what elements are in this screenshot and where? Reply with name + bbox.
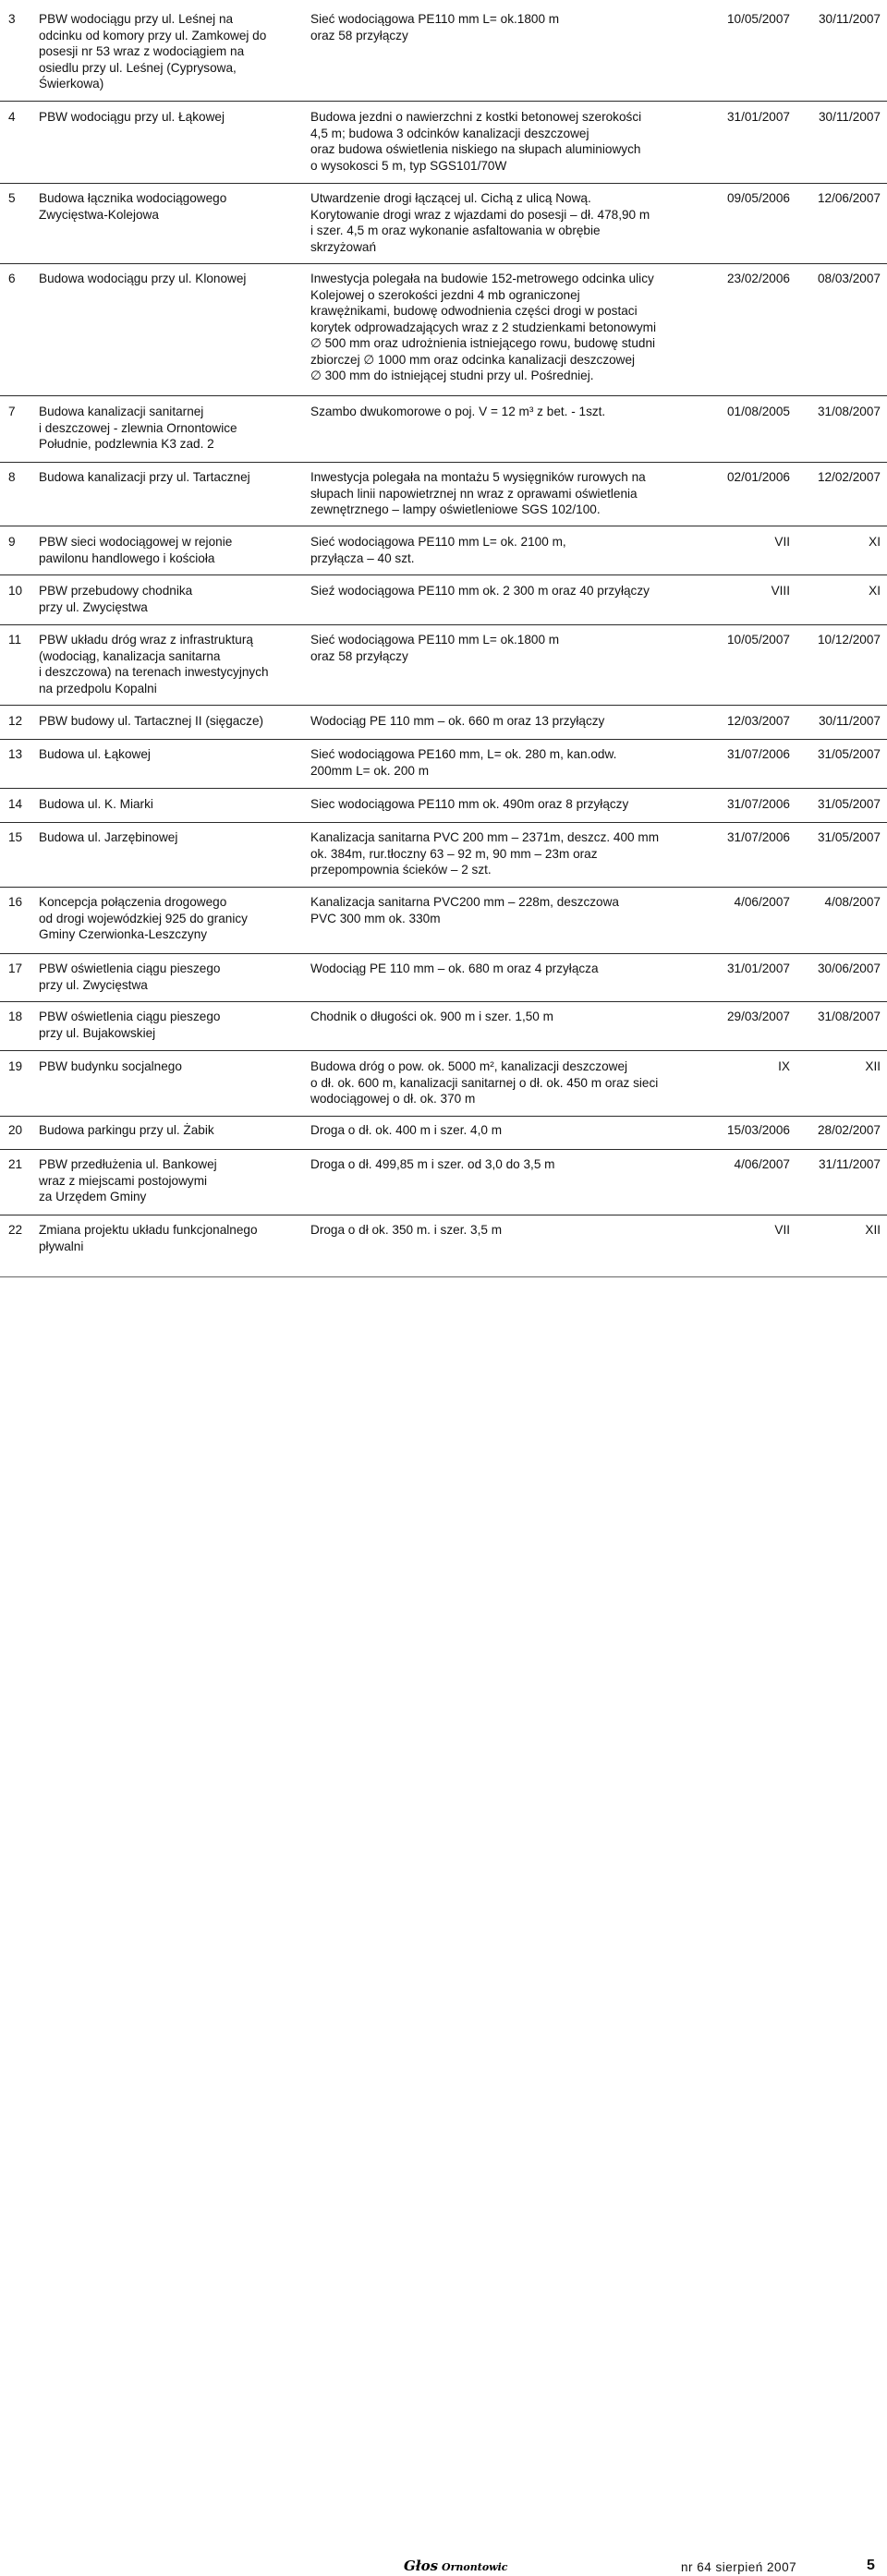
task-name — [39, 404, 298, 453]
task-name — [39, 11, 298, 92]
row-divider — [0, 183, 887, 184]
task-name — [39, 894, 298, 943]
row-number: 5 — [8, 191, 16, 205]
text-line: od drogi wojewódzkiej 925 do granicy — [39, 911, 248, 925]
text-line: Korytowanie drogi wraz z wjazdami do posesji – dł. 478,90 m — [310, 207, 650, 222]
row-divider — [0, 624, 887, 625]
text-line: odcinku od komory przy ul. Zamkowej do — [39, 28, 267, 42]
text-line: PBW oświetlenia ciągu pieszego — [39, 961, 221, 975]
text-line: oraz budowa oświetlenia niskiego na słupach aluminiowych — [310, 142, 641, 156]
text-line: o wysokosci 5 m, typ SGS101/70W — [310, 158, 507, 173]
row-number: 6 — [8, 272, 16, 285]
start-date: 23/02/2006 — [726, 272, 790, 285]
row-number: 3 — [8, 12, 16, 26]
task-description — [310, 1058, 703, 1107]
text-line: przyłącza – 40 szt. — [310, 550, 415, 565]
text-line: zewnętrznego – lampy oświetleniowe SGS 102/100. — [310, 502, 601, 516]
text-line: przy ul. Zwycięstwa — [39, 977, 148, 992]
row-divider — [0, 1149, 887, 1150]
row-number: 14 — [8, 797, 23, 811]
text-line: Droga o dł. ok. 400 m i szer. 4,0 m — [310, 1123, 503, 1137]
row-divider — [0, 705, 887, 706]
text-line: słupach linii napowietrznej nn wraz z oprawami oświetlenia — [310, 486, 638, 501]
text-line: Gminy Czerwionka-Leszczyny — [39, 927, 208, 941]
text-line: 200mm L= ok. 200 m — [310, 763, 430, 778]
text-line: PBW sieci wodociągowej w rejonie — [39, 535, 233, 549]
row-divider — [0, 462, 887, 463]
task-name — [39, 109, 298, 126]
text-line: Siec wodociągowa PE110 mm ok. 490m oraz 8 przyłączy — [310, 797, 629, 811]
text-line: krawężnikami, budowę odwodnienia części drogi w postaci — [310, 304, 638, 318]
end-date: 12/02/2007 — [817, 470, 881, 484]
end-date: 12/06/2007 — [817, 191, 881, 205]
text-line: PBW układu dróg wraz z infrastrukturą — [39, 633, 253, 647]
text-line: Droga o dł. 499,85 m i szer. od 3,0 do 3,5 m — [310, 1157, 555, 1171]
text-line: 4,5 m; budowa 3 odcinków kanalizacji deszczowej — [310, 126, 589, 140]
text-line: Budowa łącznika wodociągowego — [39, 191, 227, 205]
text-line: Budowa jezdni o nawierzchni z kostki betonowej szerokości — [310, 110, 642, 124]
text-line: Inwestycja polegała na montażu 5 wysięgników rurowych na — [310, 470, 646, 484]
task-name — [39, 534, 298, 566]
text-line: Szambo dwukomorowe o poj. V = 12 m³ z bet. - 1szt. — [310, 405, 606, 418]
text-line: Kolejowej o szerokości jezdni 4 mb ograniczonej — [310, 287, 580, 302]
text-line: zbiorczej ∅ 1000 mm oraz odcinka kanalizacji deszczowej — [310, 352, 636, 367]
text-line: ∅ 500 mm oraz udrożnienia istniejącego rowu, budowę studni — [310, 336, 656, 350]
task-description — [310, 829, 703, 878]
row-divider — [0, 1001, 887, 1002]
text-line: PBW wodociągu przy ul. Leśnej na — [39, 12, 234, 26]
end-date: 30/11/2007 — [818, 12, 881, 26]
text-line: Droga o dł ok. 350 m. i szer. 3,5 m — [310, 1223, 503, 1237]
task-description — [310, 271, 703, 384]
row-divider — [0, 953, 887, 954]
task-description — [310, 1122, 703, 1139]
task-description — [310, 1009, 703, 1025]
row-number: 22 — [8, 1223, 23, 1237]
row-number: 18 — [8, 1010, 23, 1023]
start-date: 10/05/2007 — [726, 12, 790, 26]
task-description — [310, 1222, 703, 1239]
task-name — [39, 583, 298, 615]
row-divider — [0, 574, 887, 575]
row-number: 13 — [8, 747, 23, 761]
text-line: oraz 58 przyłączy — [310, 28, 408, 42]
text-line: posesji nr 53 wraz z wodociągiem na — [39, 44, 245, 58]
row-number: 8 — [8, 470, 16, 484]
text-line: osiedlu przy ul. Leśnej (Cyprysowa, — [39, 60, 237, 75]
text-line: Budowa dróg o pow. ok. 5000 m², kanalizacji deszczowej — [310, 1059, 628, 1073]
row-divider — [0, 1116, 887, 1117]
end-date: 30/11/2007 — [818, 714, 881, 728]
row-number: 17 — [8, 961, 23, 975]
logo-sub-text: Ornontowic — [442, 2561, 508, 2573]
end-date: 31/08/2007 — [817, 405, 881, 418]
text-line: i deszczowa) na terenach inwestycyjnych — [39, 665, 269, 679]
start-date: 15/03/2006 — [726, 1123, 790, 1137]
task-description — [310, 632, 703, 664]
text-line: przy ul. Zwycięstwa — [39, 599, 148, 614]
text-line: na przedpolu Kopalni — [39, 681, 157, 695]
text-line: Wodociąg PE 110 mm – ok. 680 m oraz 4 przyłącza — [310, 961, 599, 975]
text-line: Sieź wodociągowa PE110 mm ok. 2 300 m oraz 40 przyłączy — [310, 584, 650, 598]
text-line: Koncepcja połączenia drogowego — [39, 895, 227, 909]
end-date: 31/05/2007 — [817, 747, 881, 761]
row-divider — [0, 739, 887, 740]
row-number: 20 — [8, 1123, 23, 1137]
task-description — [310, 961, 703, 977]
row-number: 7 — [8, 405, 16, 418]
task-name — [39, 271, 298, 287]
text-line: wodociągowej o dł. ok. 370 m — [310, 1092, 476, 1106]
text-line: Budowa ul. Łąkowej — [39, 747, 151, 761]
text-line: skrzyżowań — [310, 239, 377, 254]
text-line: Świerkowa) — [39, 77, 104, 91]
row-number: 10 — [8, 584, 23, 598]
end-date: 10/12/2007 — [817, 633, 881, 647]
task-name — [39, 1122, 298, 1139]
task-name — [39, 469, 298, 486]
task-name — [39, 961, 298, 993]
text-line: i szer. 4,5 m oraz wykonanie asfaltowania w obrębie — [310, 224, 601, 237]
text-line: PVC 300 mm ok. 330m — [310, 911, 441, 925]
logo-main-text: Głos — [404, 2558, 439, 2574]
text-line: Południe, podzlewnia K3 zad. 2 — [39, 437, 214, 451]
end-date: 31/11/2007 — [818, 1157, 881, 1171]
start-date: IX — [778, 1059, 790, 1073]
text-line: Budowa wodociągu przy ul. Klonowej — [39, 272, 247, 285]
task-description — [310, 746, 703, 779]
row-number: 21 — [8, 1157, 23, 1171]
row-number: 15 — [8, 830, 23, 844]
end-date: XII — [865, 1059, 881, 1073]
row-divider — [0, 263, 887, 264]
text-line: Zmiana projektu układu funkcjonalnego — [39, 1223, 258, 1237]
row-number: 4 — [8, 110, 16, 124]
text-line: Wodociąg PE 110 mm – ok. 660 m oraz 13 przyłączy — [310, 714, 605, 728]
text-line: Budowa kanalizacji przy ul. Tartacznej — [39, 470, 250, 484]
text-line: Zwycięstwa-Kolejowa — [39, 207, 159, 222]
start-date: 31/01/2007 — [726, 110, 790, 124]
start-date: 01/08/2005 — [726, 405, 790, 418]
end-date: XI — [869, 584, 881, 598]
text-line: ∅ 300 mm do istniejącej studni przy ul. Pośredniej. — [310, 369, 594, 382]
end-date: 31/05/2007 — [817, 830, 881, 844]
text-line: Utwardzenie drogi łączącej ul. Cichą z ulicą Nową. — [310, 191, 591, 205]
text-line: Chodnik o długości ok. 900 m i szer. 1,50 m — [310, 1010, 553, 1023]
task-description — [310, 404, 703, 420]
start-date: VII — [774, 1223, 790, 1237]
text-line: PBW oświetlenia ciągu pieszego — [39, 1010, 221, 1023]
start-date: 31/07/2006 — [726, 747, 790, 761]
row-number: 16 — [8, 895, 23, 909]
text-line: pływalni — [39, 1239, 84, 1253]
start-date: 29/03/2007 — [726, 1010, 790, 1023]
start-date: VII — [774, 535, 790, 549]
end-date: 08/03/2007 — [817, 272, 881, 285]
task-description — [310, 894, 703, 926]
text-line: Sieć wodociągowa PE110 mm L= ok.1800 m — [310, 12, 560, 26]
row-divider — [0, 887, 887, 888]
end-date: 30/11/2007 — [818, 110, 881, 124]
task-description — [310, 469, 703, 518]
text-line: Budowa ul. Jarzębinowej — [39, 830, 178, 844]
text-line: ok. 384m, rur.tłoczny 63 – 92 m, 90 mm – 23m oraz — [310, 846, 598, 861]
text-line: za Urzędem Gminy — [39, 1190, 147, 1203]
newspaper-logo — [404, 2558, 508, 2576]
page-number: 5 — [867, 2558, 875, 2573]
task-name — [39, 796, 298, 813]
start-date: 09/05/2006 — [726, 191, 790, 205]
text-line: (wodociąg, kanalizacja sanitarna — [39, 648, 221, 663]
text-line: PBW wodociągu przy ul. Łąkowej — [39, 110, 225, 124]
task-description — [310, 190, 703, 255]
text-line: Inwestycja polegała na budowie 152-metrowego odcinka ulicy — [310, 272, 654, 285]
row-number: 12 — [8, 714, 23, 728]
task-name — [39, 1058, 298, 1075]
text-line: i deszczowej - zlewnia Ornontowice — [39, 420, 237, 435]
row-number: 11 — [8, 633, 22, 647]
text-line: Budowa kanalizacji sanitarnej — [39, 405, 204, 418]
task-description — [310, 534, 703, 566]
text-line: Budowa parkingu przy ul. Żabik — [39, 1123, 214, 1137]
task-description — [310, 713, 703, 730]
start-date: 4/06/2007 — [734, 895, 790, 909]
text-line: PBW przebudowy chodnika — [39, 584, 193, 598]
end-date: XII — [865, 1223, 881, 1237]
row-number: 19 — [8, 1059, 23, 1073]
task-description — [310, 1156, 703, 1173]
task-description — [310, 583, 703, 599]
text-line: PBW przedłużenia ul. Bankowej — [39, 1157, 217, 1171]
row-divider — [0, 788, 887, 789]
issue-label: nr 64 sierpień 2007 — [681, 2560, 797, 2574]
task-description — [310, 11, 703, 43]
task-name — [39, 1156, 298, 1205]
text-line: korytek odprowadzających wraz z 2 studzienkami betonowymi — [310, 320, 656, 334]
end-date: XI — [869, 535, 881, 549]
start-date: VIII — [771, 584, 790, 598]
task-name — [39, 632, 298, 696]
text-line: PBW budynku socjalnego — [39, 1059, 182, 1073]
end-date: 31/05/2007 — [817, 797, 881, 811]
task-name — [39, 1222, 298, 1254]
task-name — [39, 713, 298, 730]
start-date: 4/06/2007 — [734, 1157, 790, 1171]
row-number: 9 — [8, 535, 16, 549]
row-divider — [0, 395, 887, 396]
start-date: 31/01/2007 — [726, 961, 790, 975]
text-line: o dł. ok. 600 m, kanalizacji sanitarnej o dł. ok. 450 m oraz sieci — [310, 1075, 659, 1090]
text-line: Sieć wodociągowa PE110 mm L= ok.1800 m — [310, 633, 560, 647]
end-date: 31/08/2007 — [817, 1010, 881, 1023]
row-divider — [0, 822, 887, 823]
text-line: pawilonu handlowego i kościoła — [39, 550, 215, 565]
text-line: oraz 58 przyłączy — [310, 648, 408, 663]
text-line: Kanalizacja sanitarna PVC 200 mm – 2371m, deszcz. 400 mm — [310, 830, 660, 844]
text-line: przy ul. Bujakowskiej — [39, 1025, 156, 1040]
task-name — [39, 829, 298, 846]
text-line: Sieć wodociągowa PE110 mm L= ok. 2100 m, — [310, 535, 566, 549]
start-date: 12/03/2007 — [726, 714, 790, 728]
task-description — [310, 109, 703, 174]
text-line: Budowa ul. K. Miarki — [39, 797, 153, 811]
text-line: przepompownia ścieków – 2 szt. — [310, 863, 492, 877]
start-date: 02/01/2006 — [726, 470, 790, 484]
start-date: 10/05/2007 — [726, 633, 790, 647]
task-name — [39, 1009, 298, 1041]
text-line: Sieć wodociągowa PE160 mm, L= ok. 280 m, kan.odw. — [310, 747, 617, 761]
task-name — [39, 190, 298, 223]
start-date: 31/07/2006 — [726, 797, 790, 811]
row-divider — [0, 101, 887, 102]
row-divider — [0, 1050, 887, 1051]
page-footer — [0, 1275, 887, 2574]
text-line: PBW budowy ul. Tartacznej II (sięgacze) — [39, 714, 264, 728]
text-line: Kanalizacja sanitarna PVC200 mm – 228m, deszczowa — [310, 895, 619, 909]
start-date: 31/07/2006 — [726, 830, 790, 844]
end-date: 4/08/2007 — [824, 895, 881, 909]
task-name — [39, 746, 298, 763]
text-line: wraz z miejscami postojowymi — [39, 1173, 208, 1188]
task-description — [310, 796, 703, 813]
end-date: 30/06/2007 — [817, 961, 881, 975]
end-date: 28/02/2007 — [817, 1123, 881, 1137]
